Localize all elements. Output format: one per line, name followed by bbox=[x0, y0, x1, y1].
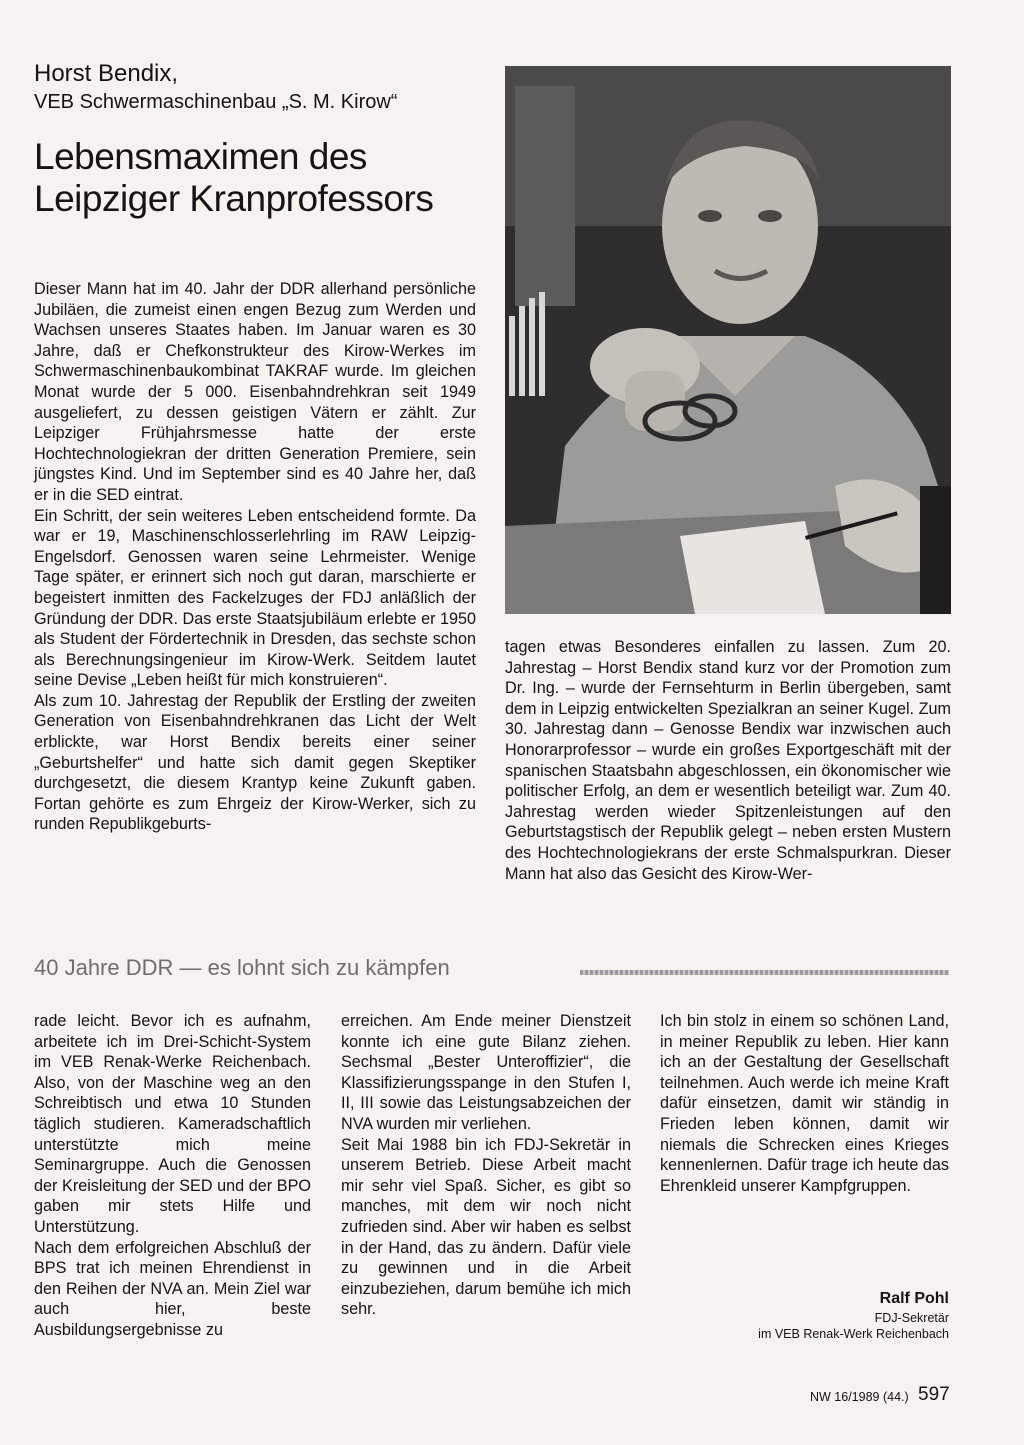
article-paragraph: Ein Schritt, der sein weiteres Leben entscheidend formte. Da war er 19, Maschinenschlosserlehrling im RAW Leipzig-Engelsdorf. Genossen waren seine Lehrmeister. Wenige Tage später, er erinnert sich noch gut daran, marschierte er begeistert inmitten des Fackelzuges der FDJ anläßlich der Gründung der DDR. Das erste Staatsjubiläum erlebte er 1950 als Student der Fördertechnik in Dresden, das sechste schon als Berechnungsingenieur im Kirow-Werk. Seitdem lautet seine Devise „Leben heißt für mich konstruieren“. bbox=[34, 506, 476, 690]
portrait-photo bbox=[505, 66, 951, 614]
signature-role bbox=[660, 1310, 949, 1342]
page-number: 597 bbox=[918, 1384, 950, 1405]
signature-role-line-1: FDJ-Sekretär bbox=[874, 1311, 949, 1325]
letter-paragraph: Ich bin stolz in einem so schönen Land, in meiner Republik zu leben. Hier kann ich an der Gestaltung der Gesellschaft teilnehmen. Auch werde ich meine Kraft dafür einsetzen, damit wir ständig in Frieden leben können, damit wir niemals die Schrecken eines Krieges kennenlernen. Dafür trage ich heute das Ehrenkleid unserer Kampfgruppen. bbox=[660, 1012, 949, 1195]
letter-paragraph: erreichen. Am Ende meiner Dienstzeit konnte ich eine gute Bilanz ziehen. Sechsmal „Bester Unteroffizier“, die Klassifizierungsspange in den Stufen I, II, III sowie das Leistungsabzeichen der NVA wurden mir verliehen. bbox=[341, 1012, 631, 1133]
letter-paragraph: Nach dem erfolgreichen Abschluß der BPS trat ich meinen Ehrendienst in den Reihen der NVA an. Mein Ziel war auch hier, beste Ausbildungsergebnisse zu bbox=[34, 1238, 311, 1339]
article-paragraph: Dieser Mann hat im 40. Jahr der DDR allerhand persönliche Jubiläen, die zumeist einen engen Bezug zum Werden und Wachsen unseres Staates haben. Im Januar waren es 30 Jahre, daß er Chefkonstrukteur des Kirow-Werkes im Schwermaschinenbaukombinat TAKRAF wurde. Im gleichen Monat wurde der 5 000. Eisenbahndrehkran seit 1949 ausgeliefert, zu dessen geistigen Vätern er zählt. Zur Leipziger Frühjahrsmesse hatte der erste Hochtechnologiekran der dritten Generation Premiere, sein jüngstes Kind. Und im September sind es 40 Jahre her, daß er in die SED eintrat. bbox=[34, 280, 476, 504]
banner-rule bbox=[580, 970, 949, 975]
signature-role-line-2: im VEB Renak-Werk Reichenbach bbox=[758, 1327, 949, 1341]
article-paragraph: tagen etwas Besonderes einfallen zu lassen. Zum 20. Jahrestag – Horst Bendix stand kurz vor der Promotion zum Dr. Ing. – wurde der Fernsehturm in Berlin übergeben, samt dem in Leipzig entwickelten Spezialkran an seiner Kugel. Zum 30. Jahrestag dann – Genosse Bendix war inzwischen auch Honorarprofessor – wurde ein großes Exportgeschäft mit der spanischen Staatsbahn abgeschlossen, ein ökonomischer wie politischer Erfolg, an dem er wesentlich beteiligt war. Zum 40. Jahrestag werden wieder Spitzenleistungen auf den Geburtstagstisch der Republik gelegt – neben ersten Mustern des Hochtechnologiekrans der erste Schmalspurkran. Dieser Mann hat also das Gesicht des Kirow-Wer- bbox=[505, 638, 951, 883]
letter-column-1 bbox=[34, 1011, 311, 1341]
signature-name: Ralf Pohl bbox=[879, 1290, 949, 1307]
letter-column-3 bbox=[660, 1011, 949, 1196]
article-left-column bbox=[34, 279, 476, 835]
letter-column-2 bbox=[341, 1011, 631, 1320]
headline-line-1: Lebensmaximen des bbox=[34, 136, 367, 177]
portrait-photo-icon bbox=[505, 66, 951, 614]
author-name: Horst Bendix, bbox=[34, 60, 179, 87]
article-right-column bbox=[505, 637, 951, 884]
headline bbox=[34, 136, 504, 220]
author-company: VEB Schwermaschinenbau „S. M. Kirow“ bbox=[34, 91, 398, 113]
headline-line-2: Leipziger Kranprofessors bbox=[34, 178, 434, 219]
article-paragraph: Als zum 10. Jahrestag der Republik der Erstling der zweiten Generation von Eisenbahndrehkranen das Licht der Welt erblickte, war Horst Bendix bereits einer seiner „Geburtshelfer“ und hatte sich damit gegen Skeptiker durchgesetzt, die diesem Krantyp keine Zukunft gaben. Fortan gehörte es zum Ehrgeiz der Kirow-Werker, sich zu runden Republikgeburts- bbox=[34, 691, 476, 834]
letter-paragraph: rade leicht. Bevor ich es aufnahm, arbeitete ich im Drei-Schicht-System im VEB Renak-Werke Reichenbach. Also, von der Maschine weg an den Schreibtisch und etwa 10 Stunden täglich studieren. Kameradschaftlich unterstützte mich meine Seminargruppe. Auch die Genossen der Kreisleitung der SED und der BPO gaben mir stets Hilfe und Unterstützung. bbox=[34, 1012, 311, 1236]
footer-issue: NW 16/1989 (44.) bbox=[810, 1390, 909, 1404]
letter-paragraph: Seit Mai 1988 bin ich FDJ-Sekretär in unserem Betrieb. Diese Arbeit macht mir sehr viel Spaß. Sicher, es gibt so manches, mit dem wir noch nicht zufrieden sind. Aber wir haben es selbst in der Hand, das zu ändern. Dafür viele zu gewinnen und in die Arbeit einzubeziehen, darum bemühe ich mich sehr. bbox=[341, 1135, 631, 1319]
banner bbox=[34, 955, 949, 985]
banner-text: 40 Jahre DDR — es lohnt sich zu kämpfen bbox=[34, 955, 450, 980]
